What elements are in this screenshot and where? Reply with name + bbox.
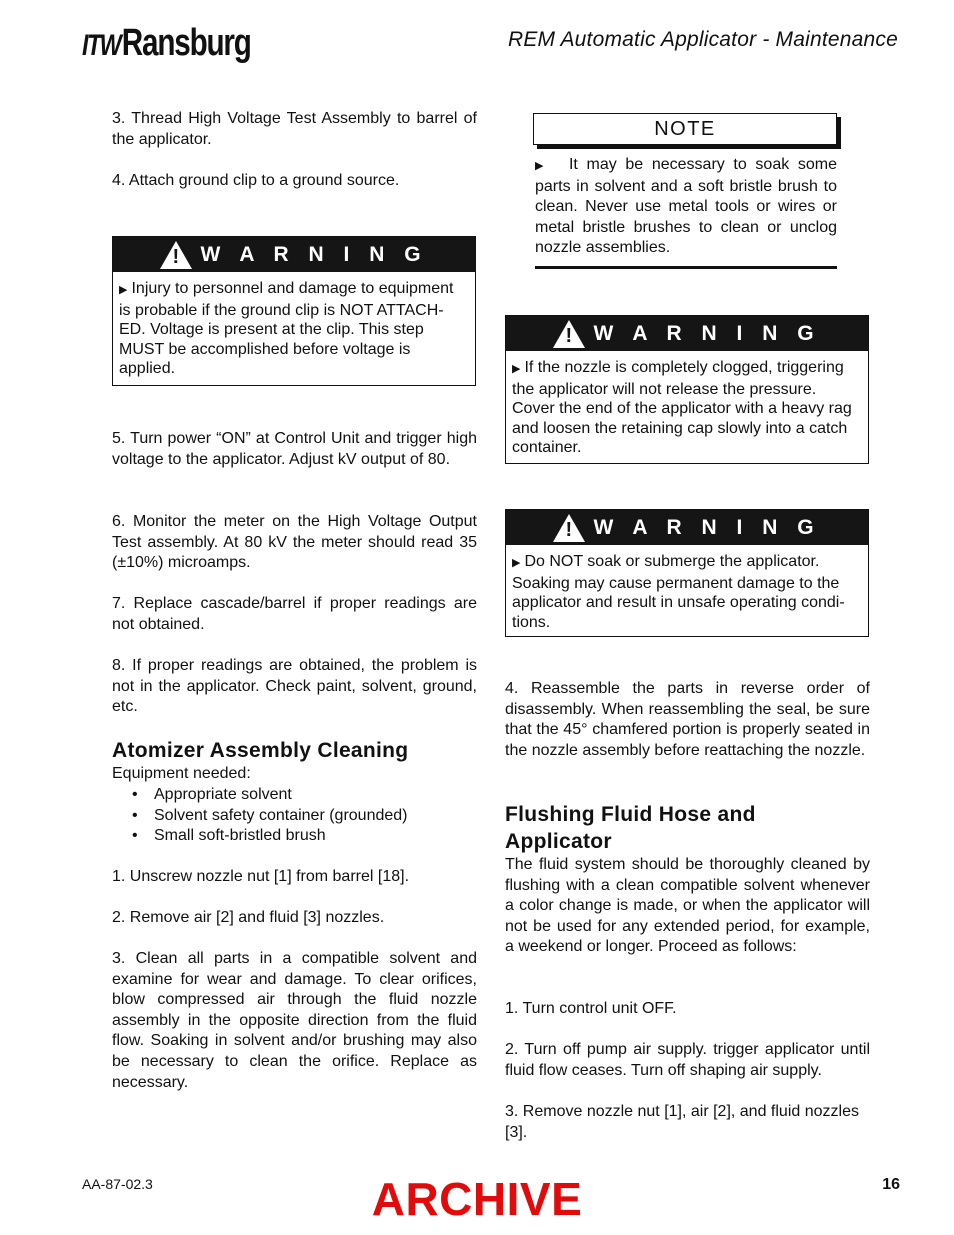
note-heading: NOTE	[654, 117, 716, 140]
warning-heading: W A R N I N G	[200, 242, 428, 266]
note-header-box	[533, 113, 837, 145]
flush-step-3: 3. Remove nozzle nut [1], air [2], and fluid nozzles [3].	[505, 1103, 859, 1141]
warning-box-clogged-nozzle	[505, 315, 869, 464]
step-4-text: 4. Attach ground clip to a ground source.	[112, 172, 400, 189]
logo-prefix: ITW	[82, 29, 121, 62]
arrow-bullet-icon: ▶	[512, 363, 521, 375]
flush-step-1: 1. Turn control unit OFF.	[505, 1000, 677, 1017]
warning-heading: W A R N I N G	[593, 321, 821, 345]
logo-name: Ransburg	[121, 22, 251, 64]
warning-text: Injury to personnel and damage to equipment is probable if the ground clip is NOT ATTACH-ED. Voltage is present at the clip. This step MUST be accomplished before voltage is applied.	[119, 280, 454, 377]
note-divider	[535, 266, 837, 269]
step-7-text: 7. Replace cascade/barrel if proper readings are not obtained.	[112, 595, 477, 633]
flushing-heading: Flushing Fluid Hose and Applicator	[505, 803, 756, 853]
flush-step-2: 2. Turn off pump air supply. trigger applicator until fluid flow ceases. Turn off shaping air supply.	[505, 1041, 870, 1079]
clean-step-1: 1. Unscrew nozzle nut [1] from barrel [18].	[112, 868, 410, 885]
warning-header	[506, 510, 868, 545]
atomizer-heading: Atomizer Assembly Cleaning	[112, 739, 409, 762]
document-id: AA-87-02.3	[82, 1176, 153, 1192]
warning-text: Do NOT soak or submerge the applicator. Soaking may cause permanent damage to the applicator and result in unsafe operating condi-tions.	[512, 553, 845, 631]
warning-body	[506, 351, 868, 464]
list-item: • Appropriate solvent	[112, 785, 472, 806]
equipment-needed-label: Equipment needed:	[112, 765, 251, 782]
warning-text: If the nozzle is completely clogged, triggering the applicator will not release the pressure. Cover the end of the applicator with a heavy rag and loosen the retaining cap slowly into a catch container.	[512, 359, 852, 456]
step-3-text: 3. Thread High Voltage Test Assembly to barrel of the applicator.	[112, 110, 477, 148]
flushing-intro: The fluid system should be thoroughly cleaned by flushing with a clean compatible solvent whenever a color change is made, or when the applicator will not be used for any extended period, for example, a weekend or longer. Proceed as follows:	[505, 856, 870, 956]
archive-watermark: ARCHIVE	[371, 1173, 583, 1225]
warning-box-ground-clip	[112, 236, 476, 386]
warning-body	[113, 272, 475, 385]
ransburg-logo	[82, 22, 251, 65]
step-6-text: 6. Monitor the meter on the High Voltage Output Test assembly. At 80 kV the meter should read 35 (±10%) microamps.	[112, 513, 477, 572]
warning-header	[506, 316, 868, 351]
arrow-bullet-icon: ▶	[512, 557, 521, 569]
list-item: • Small soft-bristled brush	[112, 826, 472, 847]
warning-body	[506, 545, 868, 638]
clean-step-2: 2. Remove air [2] and fluid [3] nozzles.	[112, 909, 385, 926]
warning-triangle-icon: !	[553, 514, 585, 542]
clean-step-3: 3. Clean all parts in a compatible solvent and examine for wear and damage. To clear orifices, blow compressed air through the fluid nozzle assembly in the opposite direction from the fluid flow. Soaking in solvent and/or brushing may also be necessary to clean the orifice. Replace as necessary.	[112, 950, 477, 1091]
warning-box-do-not-soak	[505, 509, 869, 637]
page-header-title: REM Automatic Applicator - Maintenance	[507, 28, 898, 51]
warning-header	[113, 237, 475, 272]
step-8-text: 8. If proper readings are obtained, the problem is not in the applicator. Check paint, solvent, ground, etc.	[112, 657, 477, 716]
warning-triangle-icon: !	[160, 241, 192, 269]
note-text-block	[535, 155, 837, 259]
step-5-text: 5. Turn power “ON” at Control Unit and trigger high voltage to the applicator. Adjust kV output of 80.	[112, 430, 477, 468]
warning-heading: W A R N I N G	[593, 515, 821, 539]
page-number: 16	[882, 1176, 900, 1193]
list-item: • Solvent safety container (grounded)	[112, 806, 472, 827]
note-text: It may be necessary to soak some parts in solvent and a soft bristle brush to clean. Never use metal tools or wires or metal bristle brushes to clean or unclog nozzle assemblies.	[535, 156, 837, 257]
equipment-list	[112, 785, 472, 847]
warning-triangle-icon: !	[553, 320, 585, 348]
reassemble-step: 4. Reassemble the parts in reverse order of disassembly. When reassembling the seal, be sure that the 45° chamfered portion is properly seated in the nozzle assembly before reattaching the nozzle.	[505, 680, 870, 759]
arrow-bullet-icon: ▶	[535, 160, 548, 172]
arrow-bullet-icon: ▶	[119, 284, 128, 296]
